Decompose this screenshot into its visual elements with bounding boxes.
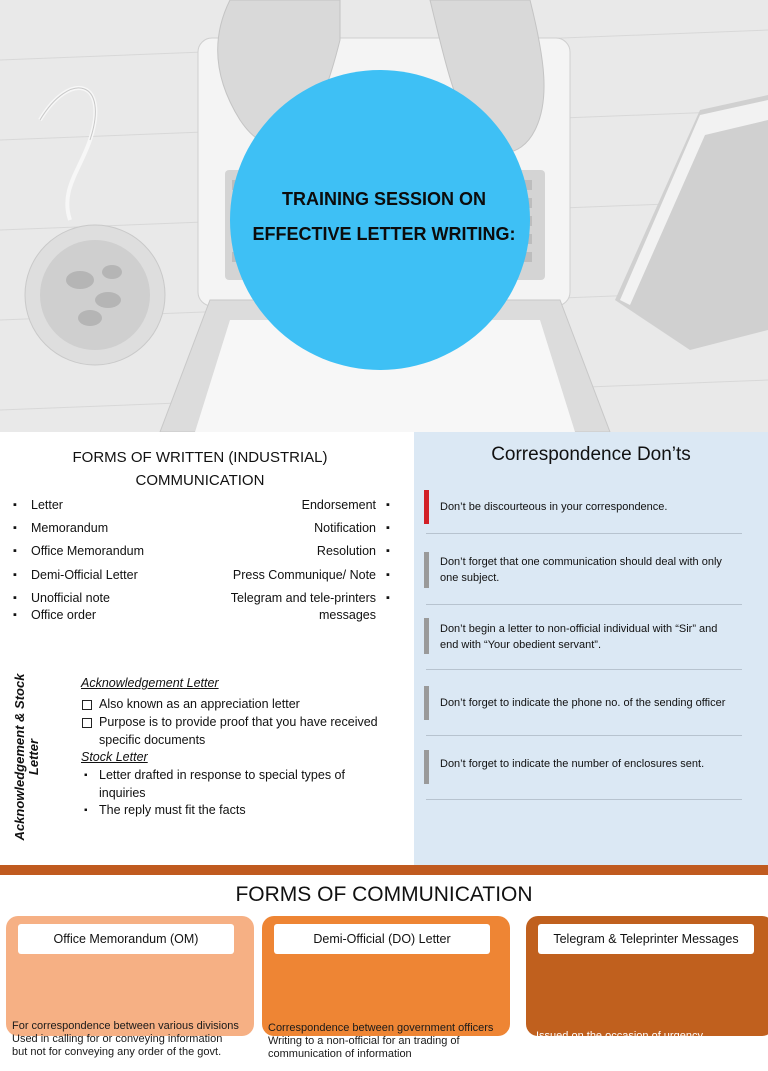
forms-written-heading-line1: FORMS OF WRITTEN (INDUSTRIAL) xyxy=(72,449,328,466)
forms-written-panel xyxy=(0,432,414,865)
checkbox-square-icon xyxy=(82,718,92,728)
list-item: inquiries xyxy=(99,786,146,800)
dont-accent-bar xyxy=(424,618,429,654)
dont-accent-bar xyxy=(424,750,429,784)
stock-letter-heading: Stock Letter xyxy=(81,750,148,764)
card-text-line: Should not be issued when an `Express xyxy=(536,1044,730,1056)
hero-circle xyxy=(230,70,530,370)
card-text-line: Issued on the occasion of urgency xyxy=(536,1030,703,1042)
bullet-icon: ▪ xyxy=(386,499,390,511)
hero-title-line1: TRAINING SESSION ON xyxy=(281,189,487,209)
list-item: specific documents xyxy=(99,733,206,747)
card-text-line: communication of information xyxy=(268,1048,412,1060)
ack-stock-side-label xyxy=(13,657,43,857)
side-label-line2: Letter xyxy=(26,738,41,776)
side-label-line1: Acknowledgement & Stock xyxy=(12,673,27,841)
list-item: Also known as an appreciation letter xyxy=(99,697,300,711)
card-office-memorandum xyxy=(6,916,254,1058)
divider xyxy=(426,533,742,534)
list-item: The reply must fit the facts xyxy=(99,803,246,817)
forms-of-communication-section xyxy=(0,865,768,1070)
card-label: Office Memorandum (OM) xyxy=(18,924,234,954)
list-item: ▪ Unofficial note xyxy=(31,591,110,606)
list-item: Resolution xyxy=(316,544,376,558)
card-telegram-teleprinter xyxy=(526,916,768,1070)
card-demi-official-letter xyxy=(262,916,510,1060)
donts-panel xyxy=(414,432,768,865)
dont-item xyxy=(440,554,758,586)
card-text-line: Used in calling for or conveying information xyxy=(12,1033,223,1045)
dont-text-line: Don’t be discourteous in your correspondence. xyxy=(440,501,668,513)
card-label: Demi-Official (DO) Letter xyxy=(274,924,490,954)
list-item: ▪ Memorandum xyxy=(31,521,108,536)
card-text-line: Writing to a non-official for an trading of xyxy=(268,1035,460,1047)
divider xyxy=(426,604,742,605)
dont-text-line: Don’t forget that one communication should deal with only xyxy=(440,556,722,568)
dont-item xyxy=(440,756,758,772)
list-item: ▪ Letter xyxy=(31,498,63,513)
dont-text-line: Don’t forget to indicate the number of enclosures sent. xyxy=(440,758,705,770)
list-item: Letter drafted in response to special types of xyxy=(99,768,345,782)
dont-accent-bar xyxy=(424,490,429,524)
card-text-line: Letter’ or `Letter with an urgency xyxy=(536,1058,695,1070)
list-item: Press Communique/ Note xyxy=(232,568,376,582)
dont-text-line: one subject. xyxy=(440,572,500,584)
donts-heading: Correspondence Don’ts xyxy=(491,444,691,465)
dont-text-line: end with “Your obedient servant”. xyxy=(440,639,602,651)
divider xyxy=(426,669,742,670)
hero-banner xyxy=(0,0,768,432)
card-text-line: but not for conveying any order of the govt. xyxy=(12,1046,222,1058)
dont-accent-bar xyxy=(424,552,429,588)
forms-of-communication-title: FORMS OF COMMUNICATION xyxy=(235,883,533,906)
forms-written-heading xyxy=(0,446,400,492)
list-item: messages xyxy=(319,608,376,622)
bullet-icon: ▪ xyxy=(84,805,88,816)
list-item: Telegram and tele-printers xyxy=(230,591,376,605)
divider xyxy=(426,735,742,736)
bullet-icon: ▪ xyxy=(386,592,390,604)
checkbox-square-icon xyxy=(82,700,92,710)
list-item: ▪ Office Memorandum xyxy=(31,544,144,559)
list-item: Endorsement xyxy=(301,498,376,512)
dont-item xyxy=(440,695,758,711)
list-item: Notification xyxy=(314,521,376,535)
bullet-icon: ▪ xyxy=(386,545,390,557)
section-stripe xyxy=(0,865,768,875)
hero-title-line2: EFFECTIVE LETTER WRITING: xyxy=(252,224,516,244)
bullet-icon: ▪ xyxy=(386,522,390,534)
dont-item xyxy=(440,621,758,653)
card-label: Telegram & Teleprinter Messages xyxy=(538,924,754,954)
list-item: ▪ Demi-Official Letter xyxy=(31,568,138,583)
dont-text-line: Don’t forget to indicate the phone no. of the sending officer xyxy=(440,697,726,709)
list-item: ▪ Office order xyxy=(31,608,96,623)
card-text-line: Correspondence between government officers xyxy=(268,1022,494,1034)
bullet-icon: ▪ xyxy=(84,770,88,781)
ack-letter-heading: Acknowledgement Letter xyxy=(81,676,219,690)
dont-item xyxy=(440,499,758,515)
bullet-icon: ▪ xyxy=(386,569,390,581)
dont-text-line: Don’t begin a letter to non-official individual with “Sir” and xyxy=(440,623,718,635)
divider xyxy=(426,799,742,800)
list-item: Purpose is to provide proof that you have received xyxy=(99,715,378,729)
forms-written-heading-line2: COMMUNICATION xyxy=(135,472,265,489)
dont-accent-bar xyxy=(424,686,429,720)
card-text-line: For correspondence between various divisions xyxy=(12,1020,239,1032)
